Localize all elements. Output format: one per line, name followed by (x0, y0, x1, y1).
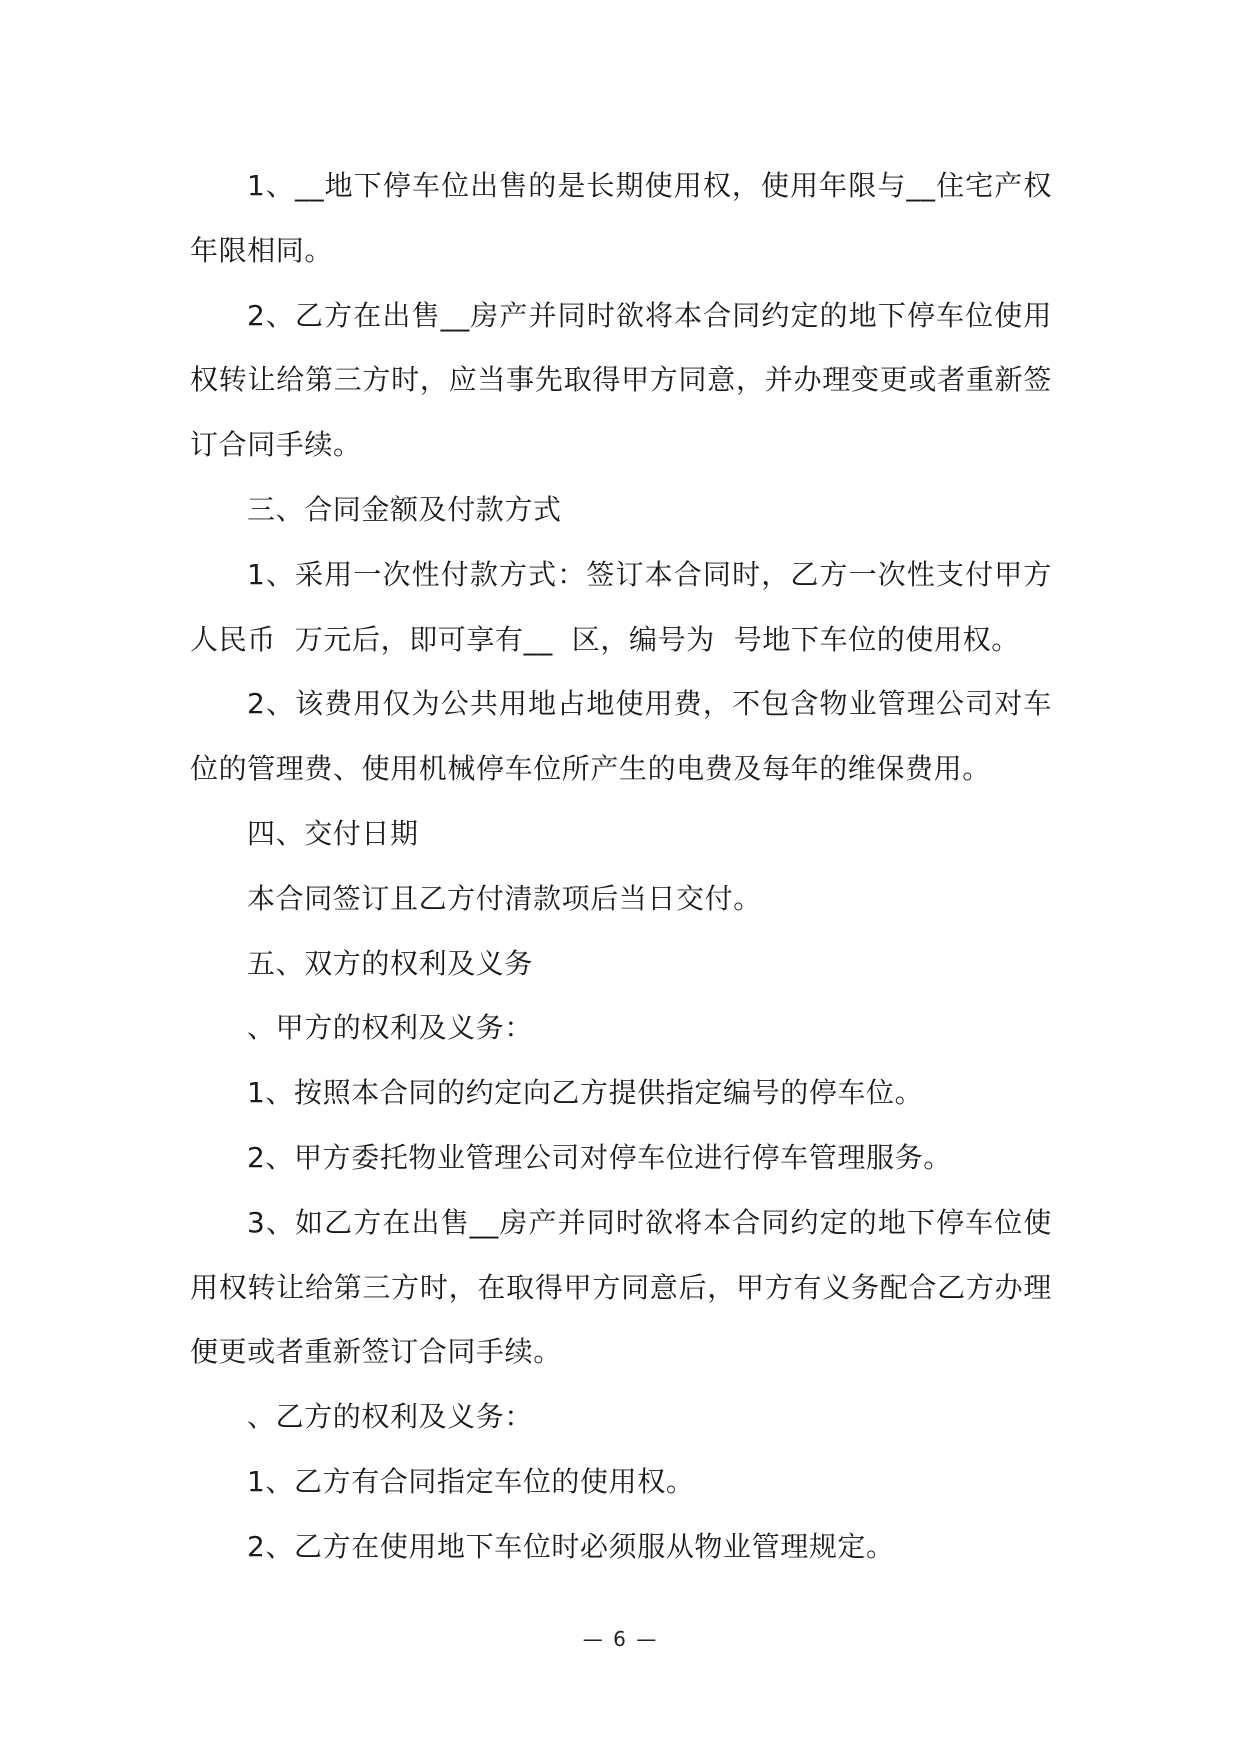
paragraph-delivery: 本合同签订且乙方付清款项后当日交付。 (247, 881, 762, 915)
section-heading-delivery-date: 四、交付日期 (247, 816, 419, 850)
paragraph-party-a-item-1: 1、按照本合同的约定向乙方提供指定编号的停车位。 (247, 1076, 924, 1110)
section-heading-contract-amount: 三、合同金额及付款方式 (247, 492, 562, 526)
paragraph-party-a-item-3: 3、如乙方在出售__房产并同时欲将本合同约定的地下停车位使用权转让给第三方时，在取得甲方同意后，甲方有义务配合乙方办理便更或者重新签订合同手续。 (190, 1205, 1052, 1369)
paragraph-party-b-item-1: 1、乙方有合同指定车位的使用权。 (247, 1464, 695, 1498)
paragraph-lump-sum-payment: 1、采用一次性付款方式：签订本合同时，乙方一次性支付甲方人民币 万元后，即可享有__ 区，编号为 号地下车位的使用权。 (190, 557, 1052, 656)
paragraph-clause-2-transfer: 2、乙方在出售__房产并同时欲将本合同约定的地下停车位使用权转让给第三方时，应当事先取得甲方同意，并办理变更或者重新签订合同手续。 (190, 298, 1052, 462)
subheading-party-b: 、乙方的权利及义务： (247, 1400, 534, 1434)
paragraph-party-b-item-2: 2、乙方在使用地下车位时必须服从物业管理规定。 (247, 1529, 895, 1563)
page-number: — 6 — (582, 1627, 659, 1651)
paragraph-clause-1-usage-term: 1、__地下停车位出售的是长期使用权，使用年限与__住宅产权年限相同。 (190, 169, 1052, 267)
paragraph-fee-scope: 2、该费用仅为公共用地占地使用费，不包含物业管理公司对车位的管理费、使用机械停车位所产生的电费及每年的维保费用。 (190, 687, 1052, 786)
paragraph-party-a-item-2: 2、甲方委托物业管理公司对停车位进行停车管理服务。 (247, 1140, 952, 1174)
section-heading-rights-obligations: 五、双方的权利及义务 (247, 946, 534, 980)
subheading-party-a: 、甲方的权利及义务： (247, 1011, 534, 1045)
document-body (190, 154, 1052, 1580)
